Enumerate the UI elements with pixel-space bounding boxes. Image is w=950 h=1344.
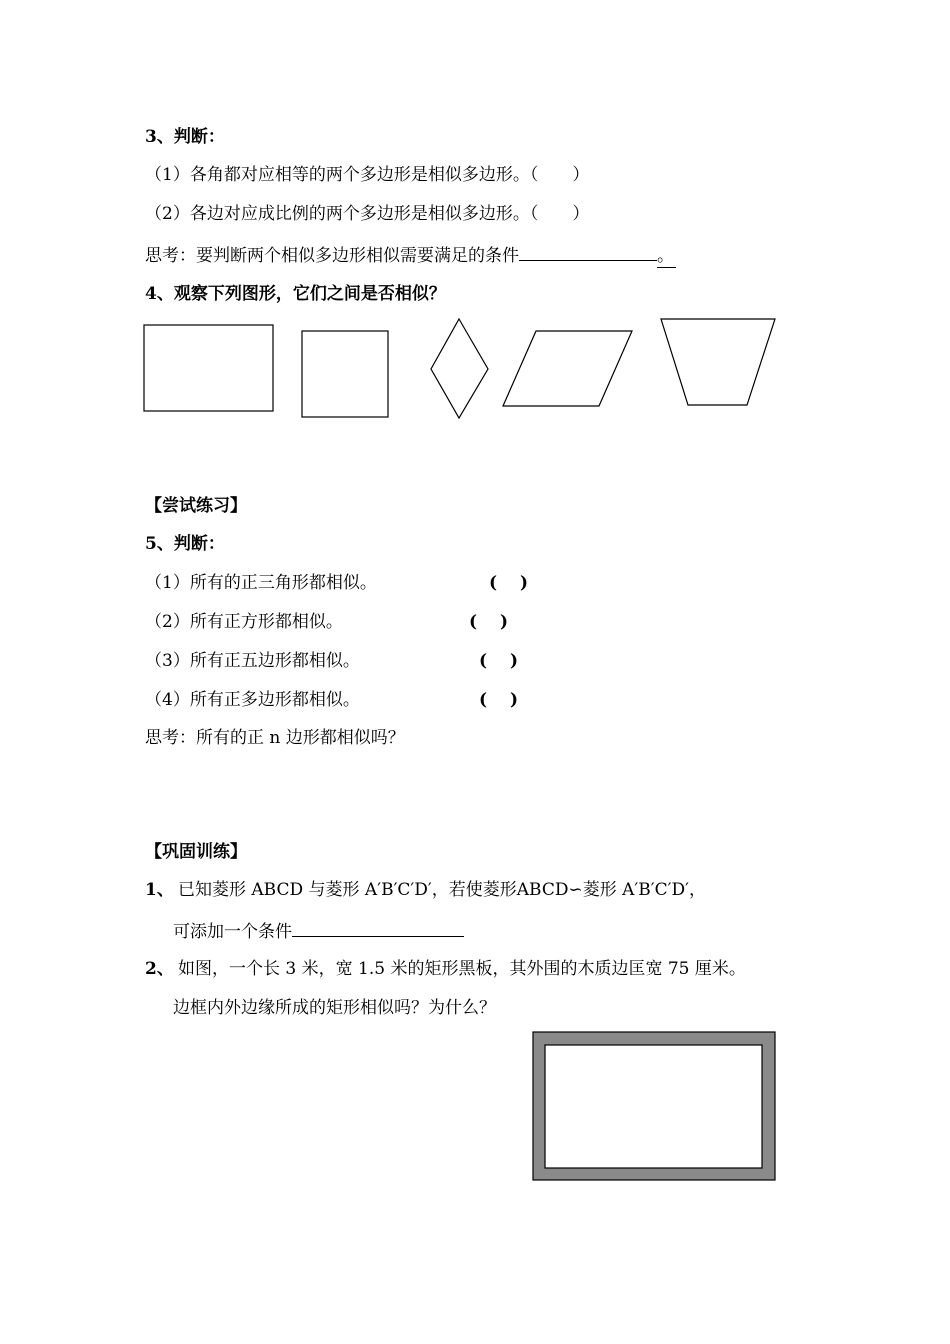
p1-line-2-text: 可添加一个条件 <box>173 922 292 942</box>
p1-line-1: 已知菱形 ABCD 与菱形 A′B′C′D′，若使菱形ABCD∽菱形 A′B′C′D′， <box>178 880 706 900</box>
q4-title: 4、观察下列图形，它们之间是否相似？ <box>145 284 446 304</box>
q5-item-3: （3）所有正五边形都相似。 <box>145 651 360 671</box>
q3-item-1: （1）各角都对应相等的两个多边形是相似多边形。（ ） <box>145 165 590 185</box>
q5-title: 5、判断： <box>145 534 225 554</box>
p1-number: 1、 <box>145 880 174 900</box>
q5-think: 思考：所有的正 n 边形都相似吗？ <box>145 728 405 748</box>
q5-item-4-paren: ( ) <box>479 690 519 710</box>
q3-think-prefix: 思考：要判断两个相似多边形相似需要满足的条件 <box>145 246 519 266</box>
p2-line-2: 边框内外边缘所成的矩形相似吗？为什么？ <box>173 998 496 1018</box>
q3-think-suffix: 。 <box>657 246 674 266</box>
q5-item-3-paren: ( ) <box>479 651 519 671</box>
q5-item-2: （2）所有正方形都相似。 <box>145 612 343 632</box>
q5-item-1-paren: ( ) <box>489 573 529 593</box>
try-section-header: 【尝试练习】 <box>145 496 247 516</box>
q5-item-1: （1）所有的正三角形都相似。 <box>145 573 377 593</box>
q3-title: 3、判断： <box>145 127 225 147</box>
inner-board-rect <box>545 1045 762 1168</box>
p2-number: 2、 <box>145 959 174 979</box>
q5-item-4: （4）所有正多边形都相似。 <box>145 690 360 710</box>
consolidate-header: 【巩固训练】 <box>145 842 247 862</box>
q3-item-2: （2）各边对应成比例的两个多边形是相似多边形。（ ） <box>145 204 590 224</box>
p2-line-1: 如图，一个长 3 米，宽 1.5 米的矩形黑板，其外围的木质边匡宽 75 厘米。 <box>178 959 746 979</box>
q5-item-2-paren: ( ) <box>469 612 509 632</box>
